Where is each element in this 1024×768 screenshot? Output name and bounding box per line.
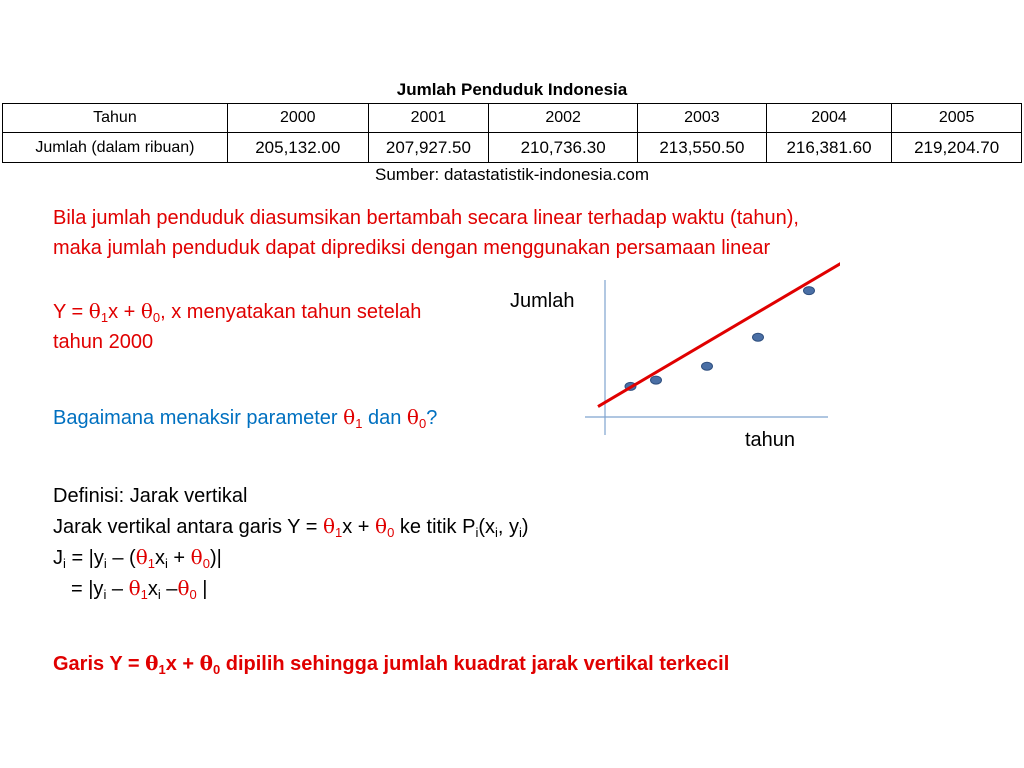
data-point <box>702 362 713 370</box>
definition-line-3: $J_i = |y_i - (\theta_1x_i + \theta_0)|$ <box>53 545 222 571</box>
year-cell: 2000 <box>227 104 368 133</box>
question-text: Bagaimana menaksir parameter $\theta_1$ dan $\theta_0$? <box>53 405 438 431</box>
definition-line-1: Definisi: Jarak vertikal <box>53 485 248 507</box>
conclusion-text: Garis $Y = \theta_1x + \theta_0$ dipilih sehingga jumlah kuadrat jarak vertikal terkecil <box>53 651 730 677</box>
assumption-line-1: Bila jumlah penduduk diasumsikan bertambah secara linear terhadap waktu (tahun), <box>53 207 799 229</box>
table-source: Sumber: datastatistik-indonesia.com <box>374 165 650 184</box>
definition-block <box>53 481 653 604</box>
scatter-plot <box>580 250 840 450</box>
definition-line-4: = $|y_i - \theta_1x_i$ $-\theta_0$ | <box>71 576 208 602</box>
year-cell: 2002 <box>489 104 638 133</box>
value-cell: 213,550.50 <box>638 133 767 163</box>
regression-line <box>598 257 840 407</box>
table-header-row <box>3 104 1022 133</box>
data-point <box>804 287 815 295</box>
year-cell: 2004 <box>766 104 892 133</box>
definition-line-2: Jarak vertikal antara garis $Y = \theta_1x + \theta_0$ ke titik $P_i(x_i$, $y_i$) <box>53 514 529 540</box>
plot-x-label: tahun <box>745 429 796 451</box>
assumption-line-2: maka jumlah penduduk dapat diprediksi dengan menggunakan persamaan linear <box>53 237 771 259</box>
value-cell: 210,736.30 <box>489 133 638 163</box>
data-point <box>753 333 764 341</box>
year-cell: 2003 <box>638 104 767 133</box>
year-cell: 2005 <box>892 104 1022 133</box>
model-equation <box>53 296 483 357</box>
value-cell: 207,927.50 <box>368 133 489 163</box>
table-value-row <box>3 133 1022 163</box>
data-point <box>651 376 662 384</box>
model-line-1: $Y = \theta_1x + \theta_0$, x menyatakan tahun setelah <box>53 299 422 325</box>
model-line-2: tahun 2000 <box>53 331 154 353</box>
value-cell: 216,381.60 <box>766 133 892 163</box>
table-title: Jumlah Penduduk Indonesia <box>396 80 628 99</box>
plot-y-label: Jumlah <box>510 290 575 312</box>
population-table <box>2 103 1022 163</box>
value-cell: 219,204.70 <box>892 133 1022 163</box>
year-cell: 2001 <box>368 104 489 133</box>
header-label-cell: Tahun <box>3 104 228 133</box>
row-label-cell: Jumlah (dalam ribuan) <box>3 133 228 163</box>
value-cell: 205,132.00 <box>227 133 368 163</box>
